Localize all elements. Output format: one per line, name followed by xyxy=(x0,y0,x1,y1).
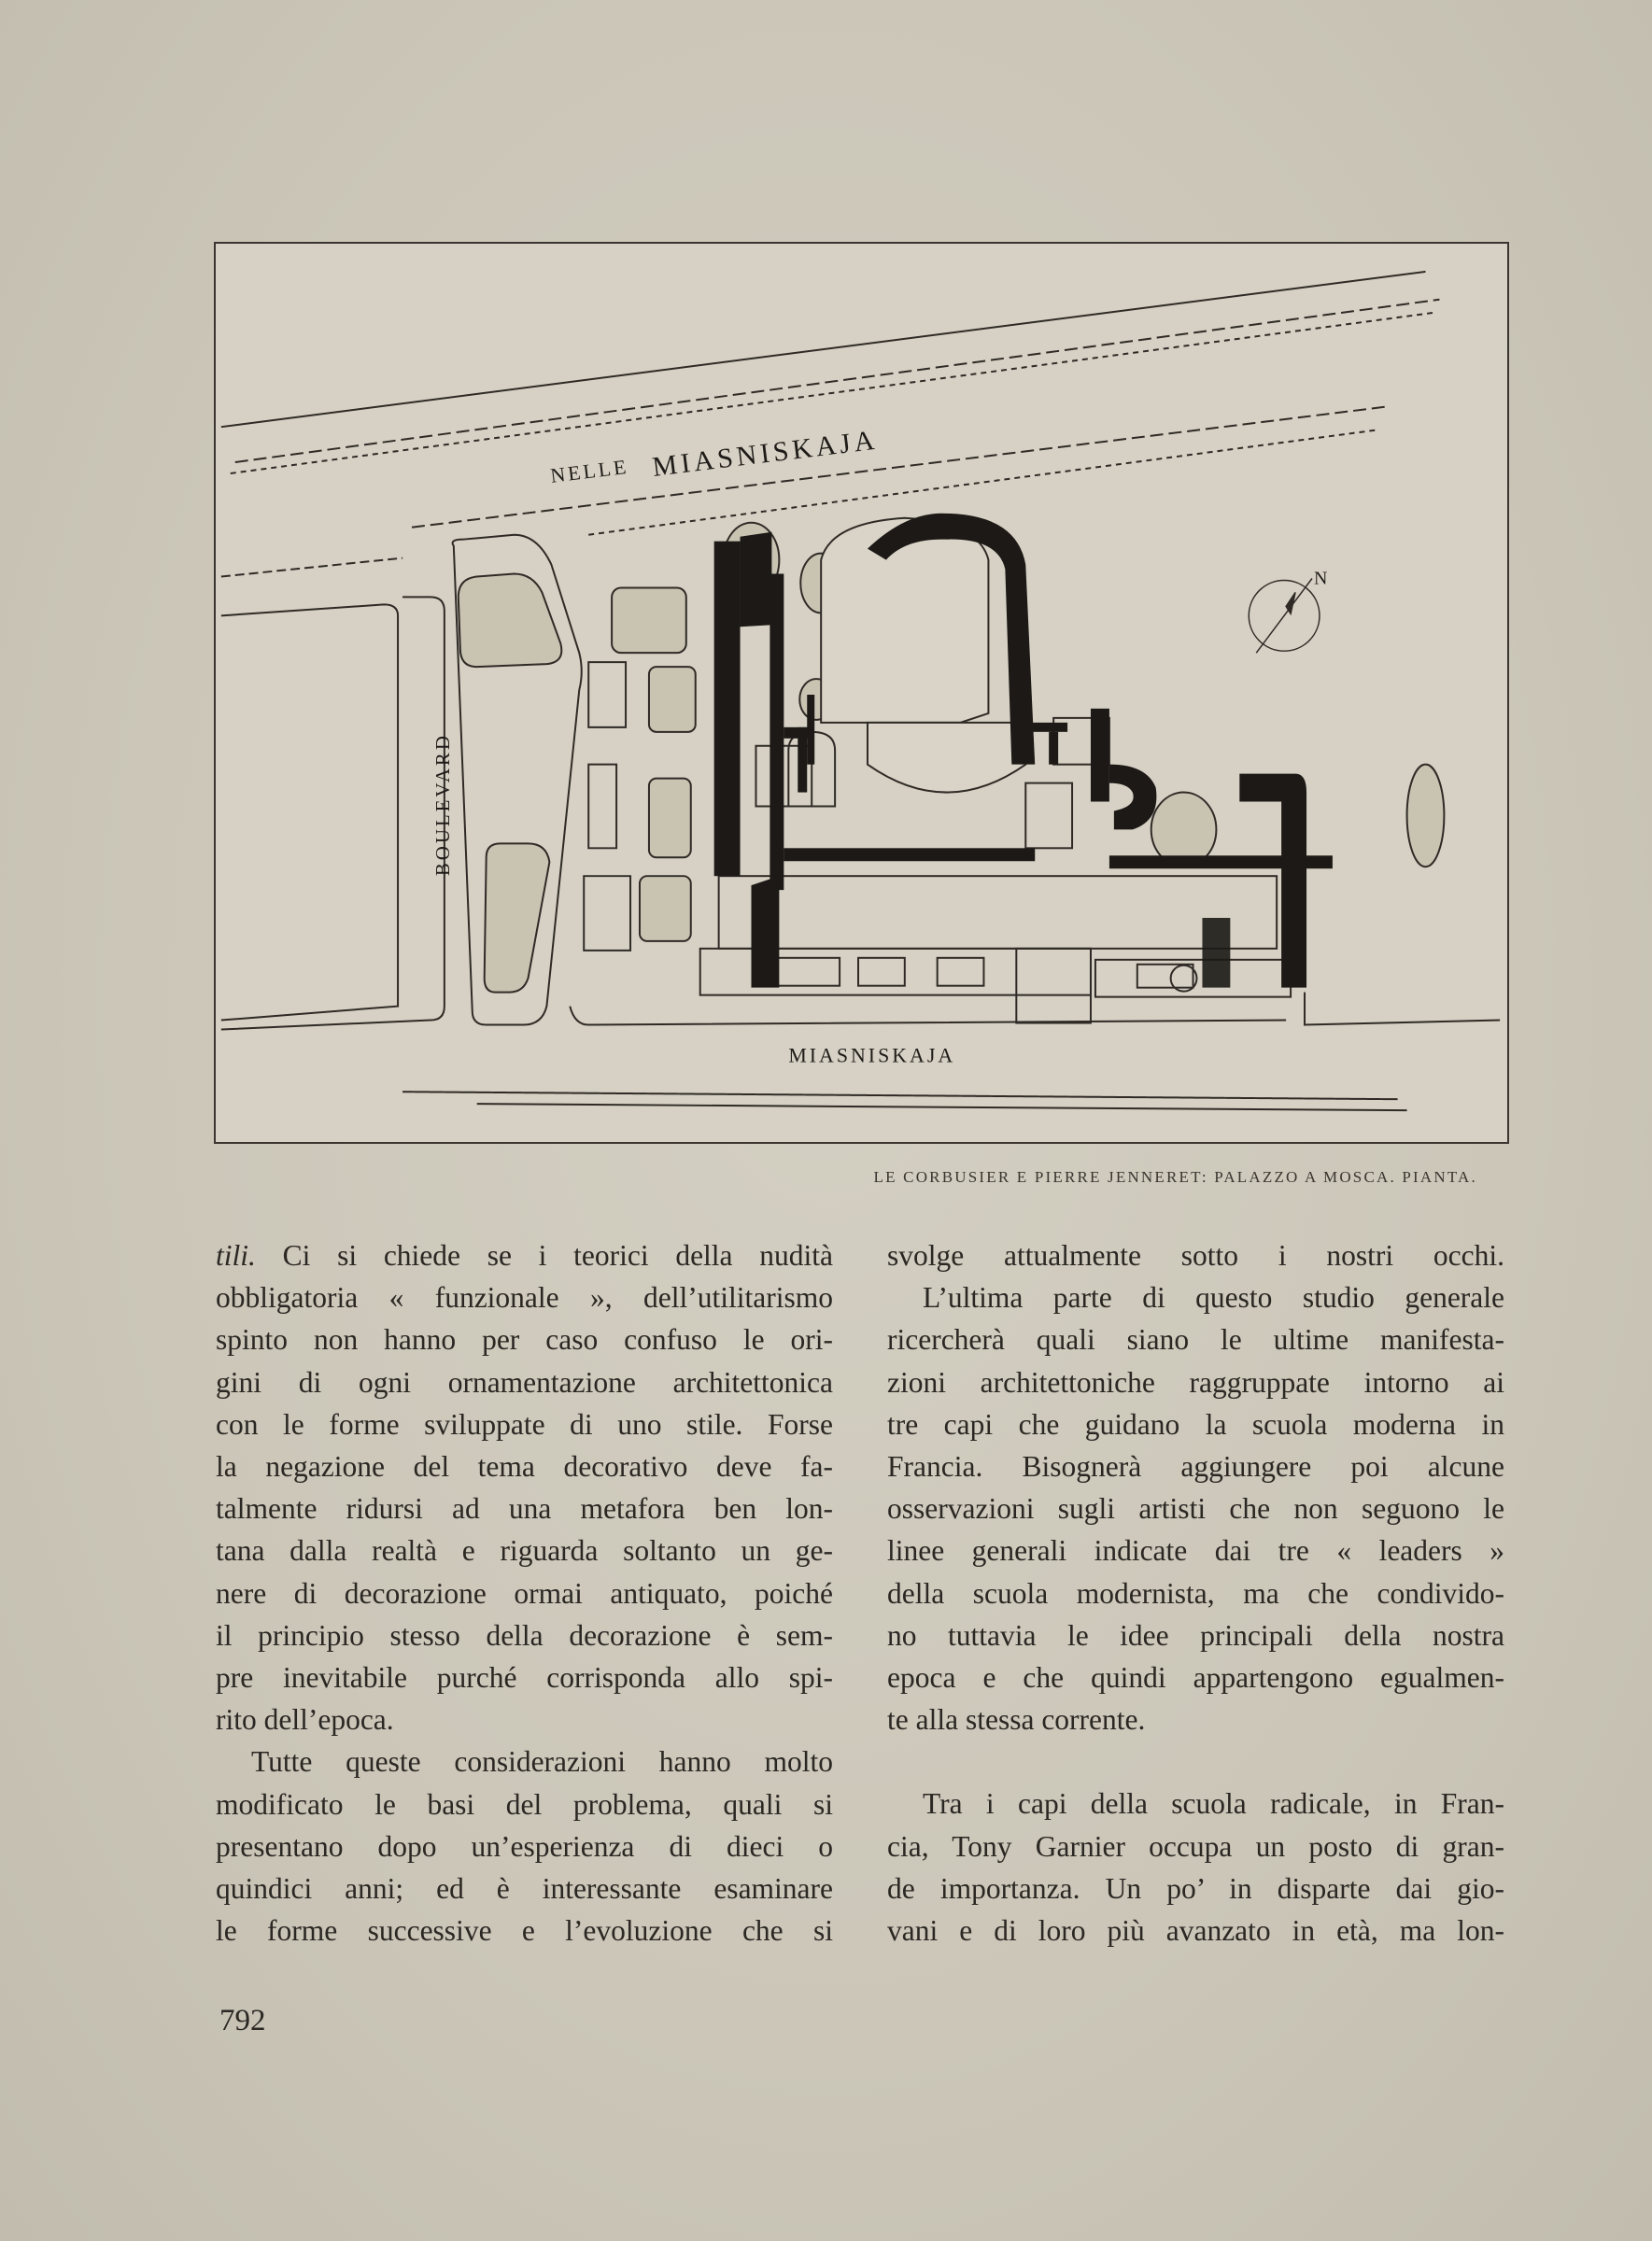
text-line: svolge attualmente sotto i nostri occhi. xyxy=(887,1239,1504,1272)
text-line: tre capi che guidano la scuola moderna in xyxy=(887,1407,1504,1441)
text-line: il principio stesso della decorazione è sem- xyxy=(216,1618,833,1652)
text-line: quindici anni; ed è interessante esaminare xyxy=(216,1872,833,1906)
text-line: rito dell’epoca. xyxy=(216,1703,394,1737)
text-line: vani e di loro più avanzato in età, ma lon- xyxy=(887,1914,1504,1948)
text-line: no tuttavia le idee principali della nostra xyxy=(887,1618,1504,1652)
street-label-bottom: MIASNISKAJA xyxy=(788,1043,956,1067)
text-line: linee generali indicate dai tre « leaders » xyxy=(887,1534,1504,1568)
text-column-left xyxy=(216,1234,833,1952)
text-line: Tra i capi della scuola radicale, in Fran- xyxy=(923,1787,1504,1821)
text-line: tili. Ci si chiede se i teorici della nudità xyxy=(216,1239,833,1272)
text-line: de importanza. Un po’ in disparte dai gio- xyxy=(887,1871,1504,1905)
street-label-side: BOULEVARD xyxy=(431,733,454,877)
figure-caption: LE CORBUSIER E PIERRE JENNERET: PALAZZO A MOSCA. PIANTA. xyxy=(873,1168,1477,1186)
text-line: ricercherà quali siano le ultime manifesta- xyxy=(887,1323,1504,1357)
text-line: con le forme sviluppate di uno stile. Forse xyxy=(216,1407,833,1441)
text-line: te alla stessa corrente. xyxy=(887,1703,1146,1737)
text-column-right xyxy=(887,1234,1504,1952)
left-block-outline xyxy=(221,604,398,1020)
text-line: osservazioni sugli artisti che non seguono le xyxy=(887,1492,1504,1526)
text-line: presentano dopo un’esperienza di dieci o xyxy=(216,1829,833,1863)
text-line: nere di decorazione ormai antiquato, poiché xyxy=(216,1576,833,1610)
text-line: L’ultima parte di questo studio generale xyxy=(923,1281,1504,1315)
text-line: modificato le basi del problema, quali si xyxy=(216,1787,833,1821)
text-line: la negazione del tema decorativo deve fa- xyxy=(216,1450,833,1484)
text-line: zioni architettoniche raggruppate intorno ai xyxy=(887,1365,1504,1399)
text-line: epoca e che quindi appartengono egualmen- xyxy=(887,1661,1504,1695)
paragraph-gap xyxy=(887,1741,1504,1783)
north-label: N xyxy=(1313,568,1328,589)
text-line: talmente ridursi ad una metafora ben lon- xyxy=(216,1492,833,1526)
text-line: pre inevitabile purché corrisponda allo spi- xyxy=(216,1661,833,1695)
text-line: cia, Tony Garnier occupa un posto di gran- xyxy=(887,1829,1504,1863)
street-label-top-prefix: NELLE xyxy=(548,454,630,487)
north-arrow xyxy=(1249,579,1320,654)
text-line: le forme successive e l’evoluzione che si xyxy=(216,1914,833,1948)
site-plan-figure xyxy=(214,242,1509,1144)
text-line: della scuola modernista, ma che condivido- xyxy=(887,1576,1504,1610)
street-label-top: MIASNISKAJA xyxy=(650,424,880,483)
site-plan-drawing xyxy=(216,244,1507,1142)
text-line: obbligatoria « funzionale », dell’utilitarismo xyxy=(216,1281,833,1315)
text-line: Francia. Bisognerà aggiungere poi alcune xyxy=(887,1450,1504,1484)
page-number: 792 xyxy=(219,2004,266,2037)
italic-word: tili. xyxy=(216,1239,256,1272)
text-line: gini di ogni ornamentazione architettonica xyxy=(216,1365,833,1399)
text-line: spinto non hanno per caso confuso le ori- xyxy=(216,1323,833,1357)
text-line: Tutte queste considerazioni hanno molto xyxy=(251,1745,833,1779)
street-edge-line xyxy=(221,272,1426,427)
text-line: tana dalla realtà e riguarda soltanto un ge- xyxy=(216,1534,833,1568)
